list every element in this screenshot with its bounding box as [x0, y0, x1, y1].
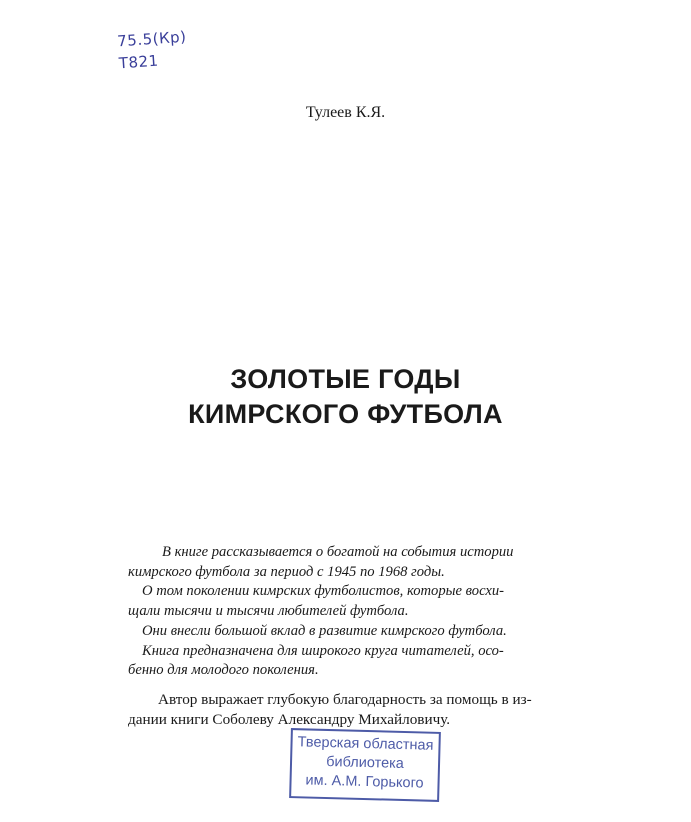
abstract-line: О том поколении кимрских футболистов, которые восхи- [142, 583, 505, 600]
abstract-line: Они внесли большой вклад в развитие кимрского футбола. [142, 622, 507, 639]
author-name: Тулеев К.Я. [305, 104, 386, 121]
shelf-mark-line-2: Т821 [118, 51, 160, 73]
stamp-line-3: им. А.М. Горького [305, 772, 424, 792]
abstract-line: Книга предназначена для широкого круга читателей, осо- [142, 642, 504, 659]
stamp-line-2: библиотека [326, 753, 405, 773]
book-abstract [128, 543, 513, 681]
library-stamp [289, 728, 441, 802]
shelf-mark-line-1: 75.5(Кр) [116, 27, 188, 51]
acknowledgement-line-2: дании книги Соболеву Александру Михайловичу. [128, 711, 451, 728]
book-title-line-2: КИМРСКОГО ФУТБОЛА [188, 399, 503, 429]
abstract-line: В книге рассказывается о богатой на события истории [162, 544, 514, 560]
acknowledgement [128, 690, 532, 730]
abstract-line: бенно для молодого поколения. [128, 662, 319, 679]
handwritten-shelf-mark [117, 26, 189, 75]
abstract-line: кимрского футбола за период с 1945 по 1968 годы. [128, 563, 445, 580]
abstract-line: щали тысячи и тысячи любителей футбола. [128, 603, 409, 620]
book-title [0, 362, 691, 432]
stamp-line-1: Тверская областная [297, 734, 434, 754]
book-title-line-1: ЗОЛОТЫЕ ГОДЫ [230, 364, 461, 394]
acknowledgement-line-1: Автор выражает глубокую благодарность за помощь в из- [158, 691, 532, 708]
